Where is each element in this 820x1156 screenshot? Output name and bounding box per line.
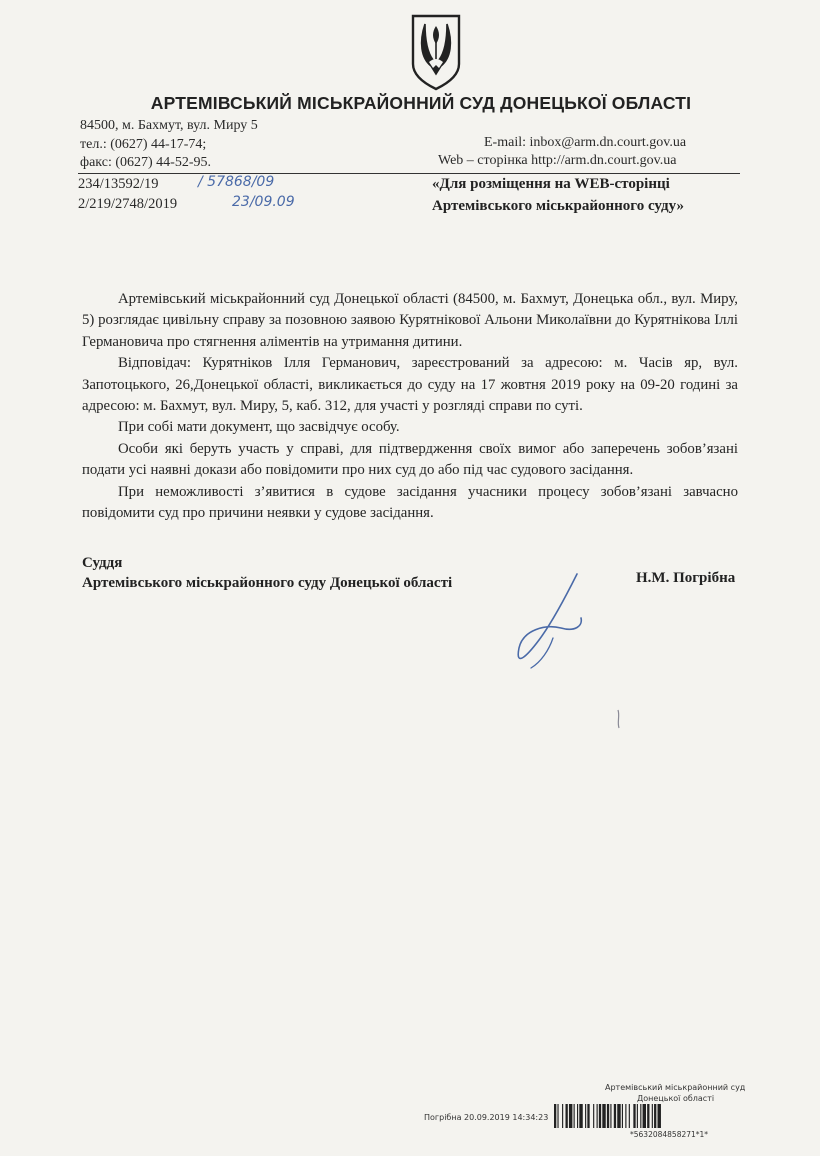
stamp-registered: Погрібна 20.09.2019 14:34:23 <box>424 1113 549 1122</box>
barcode-bar <box>554 1104 556 1128</box>
body-paragraph-case: Артемівський міськрайонний суд Донецької області (84500, м. Бахмут, Донецька обл., вул. Миру, 5) розглядає цивільну справу за позовною заявою Курятнікової Альони Миколаївни до Курятнікова Іллі Германовича про стягнення аліментів на утримання дитини. <box>82 291 738 350</box>
body-paragraph-evidence: Особи які беруть участь у справі, для підтвердження своїх вимог або заперечень зобов’язані подати усі наявні докази або повідомити про них суд до або під час судового засідання. <box>82 440 738 479</box>
barcode-bar <box>617 1104 620 1128</box>
summons-body <box>82 289 738 524</box>
handwritten-incoming-number: / 57868/09 <box>198 174 275 190</box>
pen-stray-mark <box>608 708 628 730</box>
court-fax: факс: (0627) 44-52-95. <box>80 155 211 170</box>
barcode-bar <box>585 1104 586 1128</box>
barcode-bar <box>562 1104 563 1128</box>
judge-title-line-2: Артемівського міськрайонного суду Донецької області <box>82 575 453 591</box>
handwritten-incoming-date: 23/09.09 <box>232 194 295 210</box>
body-paragraph-defendant: Відповідач: Курятніков Ілля Германович, зареєстрований за адресою: м. Часів яр, вул. Запотоцького, 26,Донецької області, викликається до суду на 17 жовтня 2019 року на 09-20 годині за адресою: м. Бахмут, вул. Миру, 5, каб. 312, для участі у розгляді справи по суті. <box>82 355 738 415</box>
judge-name: Н.М. Погрібна <box>636 570 736 586</box>
barcode-bar <box>587 1104 589 1128</box>
body-paragraph-id: При собі мати документ, що засвідчує особу. <box>118 419 400 436</box>
barcode-bar <box>633 1104 635 1128</box>
court-title: АРТЕМІВСЬКИЙ МІСЬКРАЙОННИЙ СУД ДОНЕЦЬКОЇ ОБЛАСТІ <box>150 93 692 113</box>
barcode-bar <box>569 1104 572 1128</box>
barcode-bar <box>566 1104 568 1128</box>
barcode-bar <box>637 1104 638 1128</box>
barcode-bar <box>557 1104 558 1128</box>
barcode-bar <box>597 1104 598 1128</box>
barcode-bar <box>607 1104 609 1128</box>
barcode-bar <box>654 1104 656 1128</box>
body-paragraph-absence: При неможливості з’явитися в судове засідання учасники процесу зобов’язані завчасно повідомити суд про причини неявки у судове засідання. <box>82 483 738 522</box>
stamp-court-line-1: Артемівський міськрайонний суд <box>605 1083 746 1092</box>
barcode-bar <box>640 1104 641 1128</box>
barcode-bar <box>593 1104 594 1128</box>
court-email: E-mail: inbox@arm.dn.court.gov.ua <box>484 135 687 150</box>
court-address: 84500, м. Бахмут, вул. Миру 5 <box>80 118 258 133</box>
barcode-bar <box>629 1104 630 1128</box>
barcode-bar <box>577 1104 578 1128</box>
stamp-court-line-2: Донецької області <box>637 1094 715 1103</box>
web-note-line-1: «Для розміщення на WEB-сторінці <box>432 176 670 192</box>
barcode-bar <box>602 1104 605 1128</box>
barcode-bar <box>574 1104 575 1128</box>
barcode-bar <box>652 1104 653 1128</box>
barcode-bar <box>599 1104 601 1128</box>
court-website: Web – сторінка http://arm.dn.court.gov.ua <box>438 153 677 168</box>
trident-emblem-icon <box>405 12 467 92</box>
barcode-bar <box>579 1104 582 1128</box>
judge-title-line-1: Суддя <box>82 555 123 571</box>
court-phone: тел.: (0627) 44-17-74; <box>80 137 207 152</box>
barcode-number: *5632084858271*1* <box>630 1130 709 1139</box>
barcode-bar <box>614 1104 616 1128</box>
barcode-bar <box>643 1104 646 1128</box>
proceeding-number: 2/219/2748/2019 <box>78 196 178 212</box>
barcode-bar <box>610 1104 611 1128</box>
web-placement-note <box>432 173 684 217</box>
registration-barcode <box>554 1104 750 1128</box>
barcode-bar <box>622 1104 623 1128</box>
case-number: 234/13592/19 <box>78 176 159 192</box>
barcode-bar <box>658 1104 661 1128</box>
handwritten-signature <box>505 568 615 678</box>
barcode-bar <box>625 1104 626 1128</box>
barcode-bar <box>647 1104 649 1128</box>
web-note-line-2: Артемівського міськрайонного суду» <box>432 198 684 214</box>
judge-title-block <box>82 553 452 593</box>
